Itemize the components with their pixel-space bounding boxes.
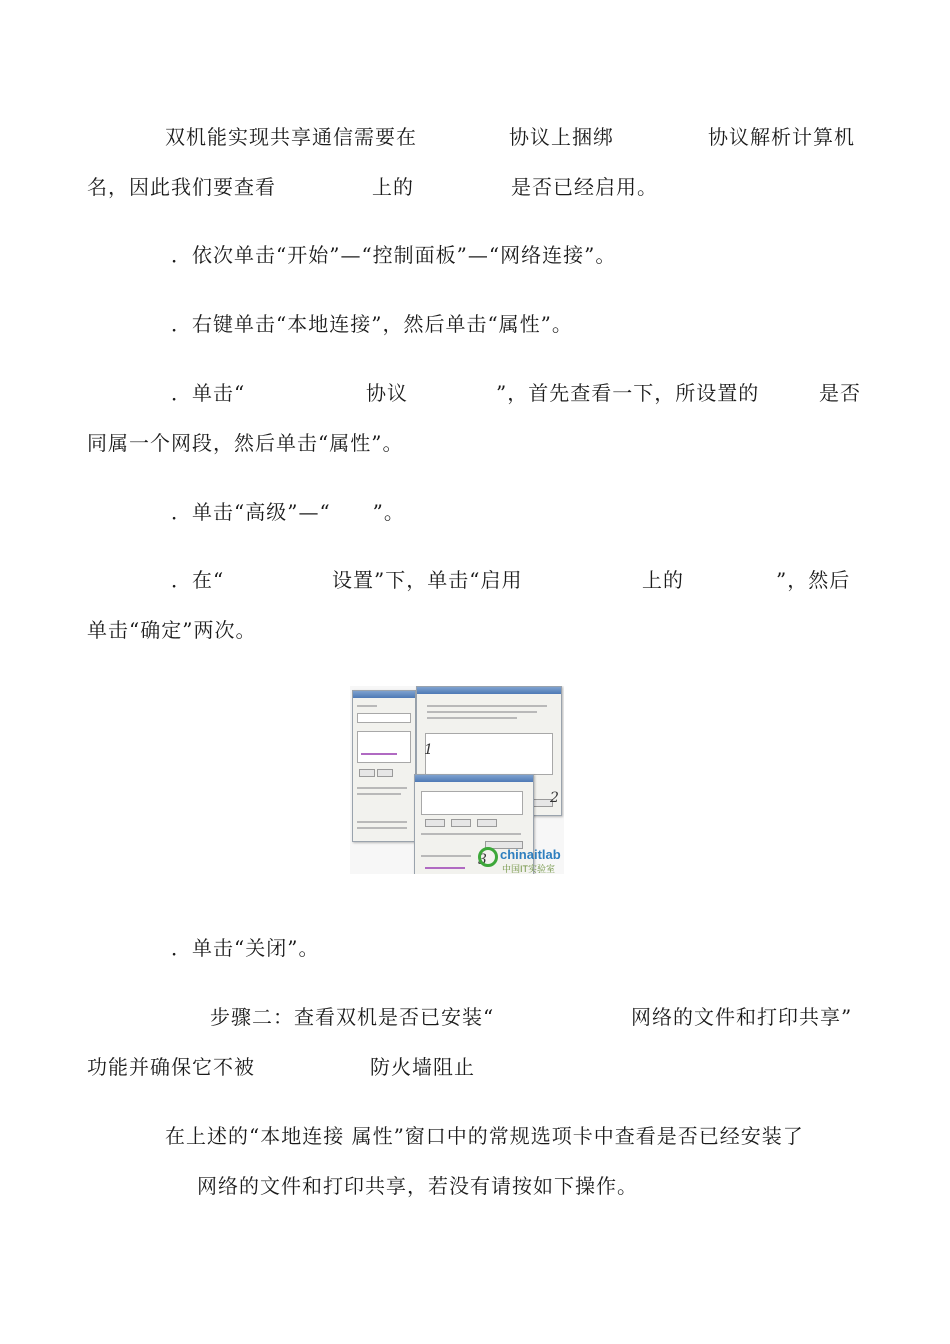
marker-1: 1 [424,742,433,758]
para-last-line2: 网络的文件和打印共享，若没有请按如下操作。 [197,1174,638,1198]
logo-subtext: 中国IT实验室 [502,864,555,874]
step5-l1-a: ．在“ [171,568,225,592]
marker-2: 2 [550,790,559,806]
marker-3: 3 [478,852,487,868]
section2-l1-b: 网络的文件和打印共享” [631,1005,853,1029]
step4-text: ．单击“高级”—“ ”。 [171,500,405,524]
step5-l1-c: 上的 [642,568,684,592]
step5-line2: 单击“确定”两次。 [87,618,257,642]
step6-text: ．单击“关闭”。 [171,936,320,960]
para1-l1-b: 协议上捆绑 [509,125,614,149]
step5-l1-b: 设置”下，单击“启用 [332,568,523,592]
step1-text: ．依次单击“开始”—“控制面板”—“网络连接”。 [171,243,617,267]
section2-l2-a: 功能并确保它不被 [87,1055,255,1079]
section2-l2-b: 防火墙阻止 [370,1055,475,1079]
step5-l1-d: ”，然后 [776,568,851,592]
para1-l1-a: 双机能实现共享通信需要在 [165,125,417,149]
step3-line2: 同属一个网段，然后单击“属性”。 [87,431,404,455]
logo-text: chinaitlab [500,847,561,862]
para1-l2-c: 是否已经启用。 [511,175,658,199]
properties-window [352,690,416,842]
step3-l1-b: 协议 [366,381,408,405]
logo-ring-icon [478,847,498,867]
step2-text: ．右键单击“本地连接”，然后单击“属性”。 [171,312,573,336]
chinaitlab-logo [478,845,568,875]
step3-l1-d: 是否 [819,381,861,405]
step3-l1-a: ．单击“ [171,381,246,405]
para-last-line1: 在上述的“本地连接 属性”窗口中的常规选项卡中查看是否已经安装了 [165,1124,804,1148]
para1-l2-b: 上的 [372,175,414,199]
para1-l2-a: 名，因此我们要查看 [87,175,276,199]
para1-l1-c: 协议解析计算机 [708,125,855,149]
section2-l1-a: 步骤二：查看双机是否已安装“ [210,1005,495,1029]
step3-l1-c: ”，首先查看一下，所设置的 [496,381,760,405]
